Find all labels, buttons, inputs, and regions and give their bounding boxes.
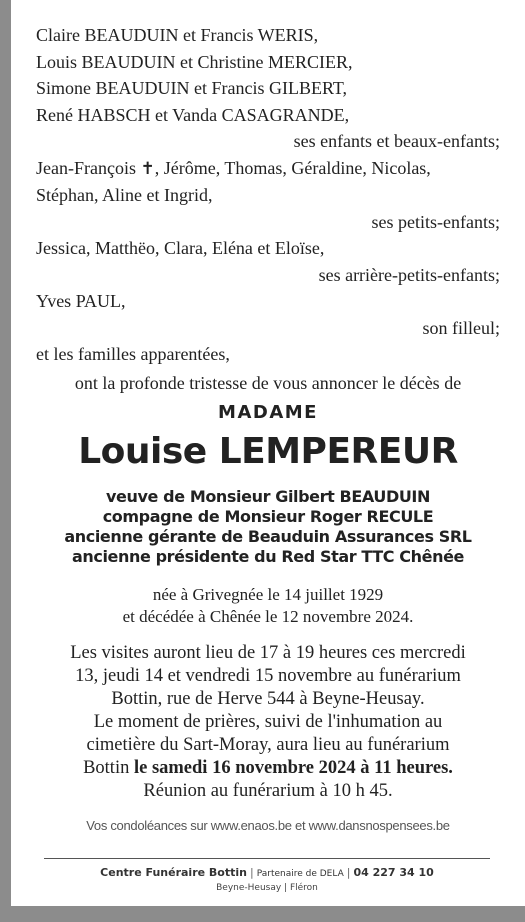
birth-line: née à Grivegnée le 14 juillet 1929 [152,584,384,604]
partner-text: Partenaire de DELA [256,869,344,879]
family-line: Louis BEAUDUIN et Christine MERCIER, [36,51,353,72]
condolences-line: Vos condoléances sur www.enaos.be et www.dansnospensees.be [86,817,450,833]
deceased-name: Louise LEMPEREUR [78,430,458,472]
great-grandchildren-line: Jessica, Matthëo, Clara, Eléna et Eloïse, [36,238,325,258]
visits-line: Réunion au funérarium à 10 h 45. [143,780,393,801]
title-line: compagne de Monsieur Roger RECULE [102,506,434,526]
cross-icon: ✝ [140,158,155,179]
death-line: et décédée à Chênée le 12 novembre 2024. [122,606,414,626]
visits-line: Les visites auront lieu de 17 à 19 heures ces mercredi [70,642,466,663]
visits-line: 13, jeudi 14 et vendredi 15 novembre au funérarium [75,665,461,686]
grandchildren-line [36,155,500,183]
visits-text: Bottin [83,757,134,778]
family-line: René HABSCH et Vanda CASAGRANDE, [36,104,350,125]
announcement: ont la profonde tristesse de vous annoncer le décès de [74,372,462,393]
locations: Beyne-Heusay | Fléron [216,883,318,893]
footer-divider [44,858,490,859]
bottom-border-bar [0,906,525,922]
godson-label: son filleul; [422,317,500,338]
separator: | [249,866,254,879]
godson-line: Yves PAUL, [36,291,126,311]
dates-block [36,584,500,628]
visits-block [36,642,500,803]
grandchildren-names: , Jérôme, Thomas, Géraldine, Nicolas, [154,157,431,178]
visits-line: Le moment de prières, suivi de l'inhumation au [93,711,443,732]
visits-line: cimetière du Sart-Moray, aura lieu au funérarium [86,734,450,755]
separator: | [346,866,351,879]
grandchild-name: Jean-François [36,157,136,178]
honorific: MADAME [218,401,318,423]
obituary-notice [36,22,500,835]
grandchildren-line: Stéphan, Aline et Ingrid, [36,185,213,205]
left-border-bar [0,0,11,922]
funeral-date: le samedi 16 novembre 2024 à 11 heures. [133,757,453,778]
title-line: ancienne présidente du Red Star TTC Chênée [71,546,464,566]
footer-line [44,865,490,882]
title-line: veuve de Monsieur Gilbert BEAUDUIN [106,486,430,506]
visits-line: Bottin, rue de Herve 544 à Beyne-Heusay. [111,688,425,709]
title-line: ancienne gérante de Beauduin Assurances SRL [64,526,472,546]
phone-number: 04 227 34 10 [353,866,434,879]
company-name: Centre Funéraire Bottin [100,866,247,879]
visits-line [36,757,500,780]
relatives-line: et les familles apparentées, [36,344,230,364]
grandchildren-label: ses petits-enfants; [371,211,500,232]
children-label: ses enfants et beaux-enfants; [293,131,500,151]
family-line: Claire BEAUDUIN et Francis WERIS, [36,25,319,45]
family-line: Simone BEAUDUIN et Francis GILBERT, [36,78,348,98]
great-grandchildren-label: ses arrière-petits-enfants; [318,264,500,285]
funeral-home-footer [44,865,490,895]
titles-block [36,487,500,567]
